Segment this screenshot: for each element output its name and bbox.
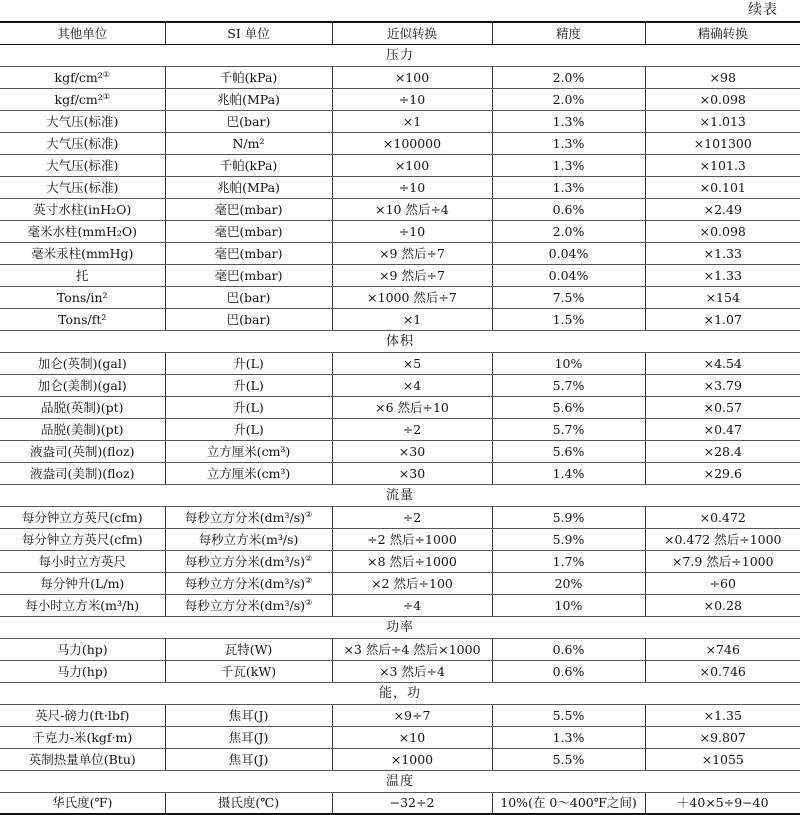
- cell-si-unit: 毫巴(mbar): [165, 264, 332, 286]
- section-header-row: [0, 616, 800, 638]
- table-row: [0, 286, 800, 308]
- table-row: [0, 638, 800, 660]
- cell-accuracy: 5.9%: [492, 506, 645, 528]
- cell-si-unit: 升(L): [165, 352, 332, 374]
- cell-other-unit: 托: [0, 264, 165, 286]
- cell-accuracy: 10%(在 0～400℉之间): [492, 792, 645, 814]
- cell-exact-conversion: ×1.07: [645, 308, 800, 330]
- cell-other-unit: 每分钟立方英尺(cfm): [0, 528, 165, 550]
- table-row: [0, 440, 800, 462]
- section-header-row: [0, 682, 800, 704]
- cell-approx-conversion: ×4: [332, 374, 492, 396]
- cell-approx-conversion: ×100000: [332, 132, 492, 154]
- table-row: [0, 462, 800, 484]
- cell-exact-conversion: ×0.746: [645, 660, 800, 682]
- cell-other-unit: 英尺-磅力(ft·lbf): [0, 704, 165, 726]
- cell-exact-conversion: ＋40×5÷9−40: [645, 792, 800, 814]
- cell-si-unit: 每秒立方分米(dm³/s)②: [165, 572, 332, 594]
- cell-approx-conversion: ÷4: [332, 594, 492, 616]
- cell-si-unit: 摄氏度(℃): [165, 792, 332, 814]
- cell-si-unit: 千瓦(kW): [165, 660, 332, 682]
- cell-accuracy: 10%: [492, 352, 645, 374]
- cell-si-unit: 巴(bar): [165, 308, 332, 330]
- cell-accuracy: 1.3%: [492, 110, 645, 132]
- table-row: [0, 242, 800, 264]
- cell-other-unit: 加仑(美制)(gal): [0, 374, 165, 396]
- section-header-row: [0, 770, 800, 792]
- cell-exact-conversion: ×0.472: [645, 506, 800, 528]
- header-row: [0, 22, 800, 44]
- header-approx-conversion: 近似转换: [332, 22, 492, 44]
- table-row: [0, 198, 800, 220]
- cell-other-unit: 品脱(英制)(pt): [0, 396, 165, 418]
- table-row: [0, 660, 800, 682]
- cell-si-unit: 升(L): [165, 418, 332, 440]
- cell-approx-conversion: ×6 然后÷10: [332, 396, 492, 418]
- cell-approx-conversion: ×9÷7: [332, 704, 492, 726]
- table-row: [0, 220, 800, 242]
- cell-accuracy: 1.3%: [492, 132, 645, 154]
- section-title: 能，功: [0, 682, 800, 704]
- cell-accuracy: 1.3%: [492, 726, 645, 748]
- cell-approx-conversion: ×9 然后÷7: [332, 242, 492, 264]
- continued-label: 续表: [748, 2, 778, 18]
- cell-si-unit: 千帕(kPa): [165, 154, 332, 176]
- cell-exact-conversion: ×0.098: [645, 220, 800, 242]
- cell-approx-conversion: ×10 然后÷4: [332, 198, 492, 220]
- footnote-marker: ①: [102, 91, 110, 101]
- cell-si-unit: 巴(bar): [165, 110, 332, 132]
- cell-other-unit: 品脱(美制)(pt): [0, 418, 165, 440]
- cell-approx-conversion: ×1: [332, 308, 492, 330]
- cell-approx-conversion: ×1000 然后÷7: [332, 286, 492, 308]
- cell-accuracy: 5.6%: [492, 396, 645, 418]
- cell-exact-conversion: ×1.35: [645, 704, 800, 726]
- cell-other-unit: 毫米水柱(mmH₂O): [0, 220, 165, 242]
- cell-other-unit: 马力(hp): [0, 660, 165, 682]
- cell-accuracy: 10%: [492, 594, 645, 616]
- cell-approx-conversion: ×8 然后÷1000: [332, 550, 492, 572]
- cell-other-unit: Tons/ft²: [0, 308, 165, 330]
- cell-other-unit: 大气压(标准): [0, 154, 165, 176]
- cell-approx-conversion: ÷10: [332, 176, 492, 198]
- cell-si-unit: 瓦特(W): [165, 638, 332, 660]
- cell-accuracy: 5.5%: [492, 704, 645, 726]
- cell-si-unit: N/m²: [165, 132, 332, 154]
- cell-exact-conversion: ×746: [645, 638, 800, 660]
- cell-approx-conversion: −32÷2: [332, 792, 492, 814]
- cell-si-unit: 焦耳(J): [165, 704, 332, 726]
- table-row: [0, 506, 800, 528]
- cell-other-unit: 加仑(英制)(gal): [0, 352, 165, 374]
- cell-accuracy: 1.4%: [492, 462, 645, 484]
- cell-accuracy: 5.5%: [492, 748, 645, 770]
- cell-exact-conversion: ×9.807: [645, 726, 800, 748]
- cell-other-unit: 华氏度(℉): [0, 792, 165, 814]
- table-row: [0, 726, 800, 748]
- cell-si-unit: 毫巴(mbar): [165, 220, 332, 242]
- cell-other-unit: 千克力-米(kgf·m): [0, 726, 165, 748]
- cell-exact-conversion: ×7.9 然后÷1000: [645, 550, 800, 572]
- cell-si-unit: 毫巴(mbar): [165, 242, 332, 264]
- cell-accuracy: 0.04%: [492, 242, 645, 264]
- table-row: [0, 572, 800, 594]
- cell-accuracy: 5.7%: [492, 418, 645, 440]
- cell-accuracy: 1.5%: [492, 308, 645, 330]
- cell-approx-conversion: ×3 然后÷4 然后×1000: [332, 638, 492, 660]
- cell-si-unit: 立方厘米(cm³): [165, 462, 332, 484]
- cell-exact-conversion: ×101300: [645, 132, 800, 154]
- section-header-row: [0, 330, 800, 352]
- cell-approx-conversion: ×100: [332, 154, 492, 176]
- cell-accuracy: 20%: [492, 572, 645, 594]
- cell-si-unit: 巴(bar): [165, 286, 332, 308]
- cell-exact-conversion: ×0.098: [645, 88, 800, 110]
- cell-other-unit: 每分钟立方英尺(cfm): [0, 506, 165, 528]
- cell-approx-conversion: ×2 然后÷100: [332, 572, 492, 594]
- cell-exact-conversion: ×1.33: [645, 264, 800, 286]
- cell-exact-conversion: ×29.6: [645, 462, 800, 484]
- cell-exact-conversion: ×2.49: [645, 198, 800, 220]
- cell-accuracy: 2.0%: [492, 88, 645, 110]
- cell-si-unit: 立方厘米(cm³): [165, 440, 332, 462]
- cell-exact-conversion: ×1.33: [645, 242, 800, 264]
- table-row: [0, 550, 800, 572]
- cell-other-unit: 液盎司(英制)(floz): [0, 440, 165, 462]
- cell-si-unit: 焦耳(J): [165, 726, 332, 748]
- table-row: [0, 154, 800, 176]
- section-title: 压力: [0, 44, 800, 66]
- cell-approx-conversion: ×5: [332, 352, 492, 374]
- cell-accuracy: 5.7%: [492, 374, 645, 396]
- table-row: [0, 528, 800, 550]
- cell-other-unit: 英制热量单位(Btu): [0, 748, 165, 770]
- cell-exact-conversion: ×1.013: [645, 110, 800, 132]
- cell-other-unit: kgf/cm²①: [0, 88, 165, 110]
- table-row: [0, 110, 800, 132]
- cell-exact-conversion: ×0.28: [645, 594, 800, 616]
- cell-si-unit: 升(L): [165, 374, 332, 396]
- cell-si-unit: 每秒立方分米(dm³/s)②: [165, 594, 332, 616]
- footnote-marker: ②: [305, 509, 313, 519]
- header-other-unit: 其他单位: [0, 22, 165, 44]
- cell-other-unit: Tons/in²: [0, 286, 165, 308]
- section-title: 温度: [0, 770, 800, 792]
- cell-other-unit: 毫米汞柱(mmHg): [0, 242, 165, 264]
- section-header-row: [0, 484, 800, 506]
- cell-other-unit: 英寸水柱(inH₂O): [0, 198, 165, 220]
- cell-approx-conversion: ÷2 然后÷1000: [332, 528, 492, 550]
- cell-exact-conversion: ×0.101: [645, 176, 800, 198]
- cell-si-unit: 焦耳(J): [165, 748, 332, 770]
- cell-exact-conversion: ×4.54: [645, 352, 800, 374]
- cell-si-unit: 兆帕(MPa): [165, 176, 332, 198]
- cell-other-unit: 每分钟升(L/m): [0, 572, 165, 594]
- cell-exact-conversion: ×98: [645, 66, 800, 88]
- table-row: [0, 396, 800, 418]
- footnote-marker: ②: [305, 553, 313, 563]
- cell-exact-conversion: ×1055: [645, 748, 800, 770]
- cell-other-unit: 每小时立方英尺: [0, 550, 165, 572]
- footnote-marker: ①: [102, 69, 110, 79]
- cell-accuracy: 2.0%: [492, 220, 645, 242]
- cell-exact-conversion: ×101.3: [645, 154, 800, 176]
- cell-accuracy: 1.3%: [492, 154, 645, 176]
- table-row: [0, 352, 800, 374]
- cell-exact-conversion: ×0.57: [645, 396, 800, 418]
- section-title: 体积: [0, 330, 800, 352]
- cell-si-unit: 千帕(kPa): [165, 66, 332, 88]
- header-exact-conversion: 精确转换: [645, 22, 800, 44]
- cell-accuracy: 7.5%: [492, 286, 645, 308]
- cell-si-unit: 升(L): [165, 396, 332, 418]
- table-row: [0, 176, 800, 198]
- table-row: [0, 704, 800, 726]
- table-row: [0, 66, 800, 88]
- cell-approx-conversion: ÷10: [332, 220, 492, 242]
- header-accuracy: 精度: [492, 22, 645, 44]
- cell-other-unit: kgf/cm²①: [0, 66, 165, 88]
- cell-si-unit: 毫巴(mbar): [165, 198, 332, 220]
- cell-exact-conversion: ×28.4: [645, 440, 800, 462]
- cell-other-unit: 每小时立方米(m³/h): [0, 594, 165, 616]
- section-header-row: [0, 44, 800, 66]
- table-row: [0, 132, 800, 154]
- header-si-unit: SI 单位: [165, 22, 332, 44]
- cell-accuracy: 1.7%: [492, 550, 645, 572]
- section-title: 功率: [0, 616, 800, 638]
- unit-conversion-table: [0, 21, 800, 815]
- cell-approx-conversion: ×1000: [332, 748, 492, 770]
- cell-approx-conversion: ÷2: [332, 506, 492, 528]
- cell-accuracy: 2.0%: [492, 66, 645, 88]
- cell-exact-conversion: ×154: [645, 286, 800, 308]
- cell-approx-conversion: ×30: [332, 440, 492, 462]
- cell-other-unit: 液盎司(美制)(floz): [0, 462, 165, 484]
- cell-accuracy: 0.6%: [492, 198, 645, 220]
- cell-approx-conversion: ×10: [332, 726, 492, 748]
- cell-approx-conversion: ×1: [332, 110, 492, 132]
- table-row: [0, 88, 800, 110]
- cell-exact-conversion: ×0.472 然后÷1000: [645, 528, 800, 550]
- footnote-marker: ②: [305, 575, 313, 585]
- cell-si-unit: 每秒立方分米(dm³/s)②: [165, 550, 332, 572]
- cell-approx-conversion: ÷2: [332, 418, 492, 440]
- cell-si-unit: 兆帕(MPa): [165, 88, 332, 110]
- cell-other-unit: 大气压(标准): [0, 176, 165, 198]
- table-row: [0, 374, 800, 396]
- cell-accuracy: 5.6%: [492, 440, 645, 462]
- table-row: [0, 308, 800, 330]
- cell-approx-conversion: ×100: [332, 66, 492, 88]
- cell-exact-conversion: ×0.47: [645, 418, 800, 440]
- cell-accuracy: 5.9%: [492, 528, 645, 550]
- cell-other-unit: 大气压(标准): [0, 132, 165, 154]
- cell-accuracy: 0.6%: [492, 660, 645, 682]
- cell-other-unit: 马力(hp): [0, 638, 165, 660]
- cell-other-unit: 大气压(标准): [0, 110, 165, 132]
- table-row: [0, 748, 800, 770]
- cell-accuracy: 0.04%: [492, 264, 645, 286]
- section-title: 流量: [0, 484, 800, 506]
- cell-si-unit: 每秒立方分米(dm³/s)②: [165, 506, 332, 528]
- footnote-marker: ②: [305, 597, 313, 607]
- cell-si-unit: 每秒立方米(m³/s): [165, 528, 332, 550]
- table-row: [0, 418, 800, 440]
- cell-approx-conversion: ×3 然后÷4: [332, 660, 492, 682]
- cell-approx-conversion: ×30: [332, 462, 492, 484]
- table-row: [0, 594, 800, 616]
- table-row: [0, 264, 800, 286]
- cell-approx-conversion: ×9 然后÷7: [332, 264, 492, 286]
- cell-approx-conversion: ÷10: [332, 88, 492, 110]
- cell-exact-conversion: ÷60: [645, 572, 800, 594]
- cell-exact-conversion: ×3.79: [645, 374, 800, 396]
- cell-accuracy: 0.6%: [492, 638, 645, 660]
- cell-accuracy: 1.3%: [492, 176, 645, 198]
- table-row: [0, 792, 800, 814]
